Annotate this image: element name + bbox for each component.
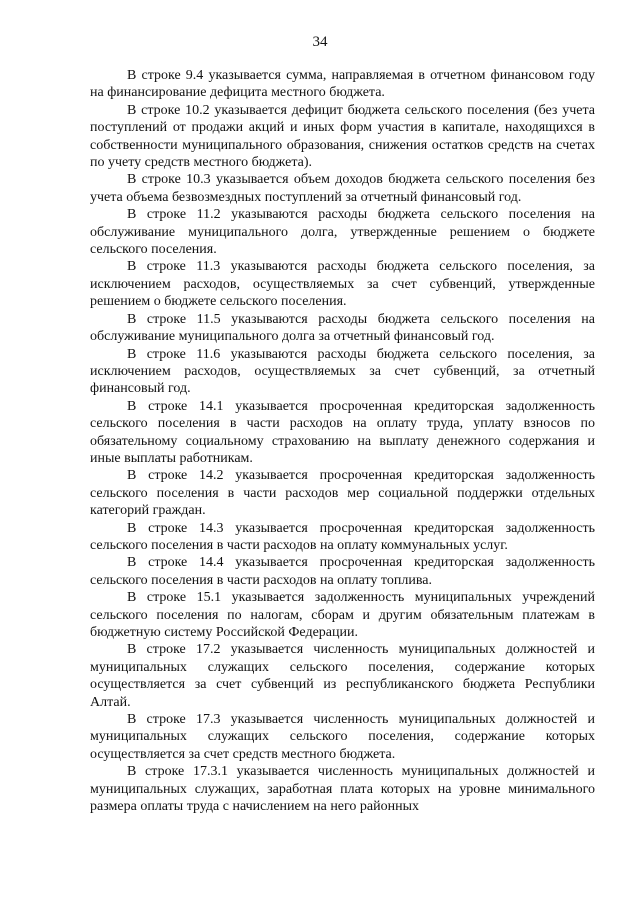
paragraph-line-11-2: В строке 11.2 указываются расходы бюджета сельского поселения на обслуживание муниципального долга, утвержденные решением о бюджете сельского поселения. [90, 207, 595, 258]
paragraph-line-14-3: В строке 14.3 указывается просроченная кредиторская задолженность сельского поселения в части расходов на оплату коммунальных услуг. [90, 520, 595, 553]
paragraph-line-10-2: В строке 10.2 указывается дефицит бюджета сельского поселения (без учета поступлений от продажи акций и иных форм участия в капитале, находящихся в собственности муниципального образования, снижения остатков средств на счетах по учету средств местного бюджета). [90, 102, 595, 171]
page-number: 34 [312, 34, 328, 50]
paragraph-line-17-3-1: В строке 17.3.1 указывается численность муниципальных должностей и муниципальных служащих, заработная плата которых на уровне минимального размера оплаты труда с начислением на него районных [90, 764, 595, 815]
paragraph-line-14-2: В строке 14.2 указывается просроченная кредиторская задолженность сельского поселения в части расходов мер социальной поддержки отдельных категорий граждан. [90, 468, 595, 519]
paragraph-line-11-6: В строке 11.6 указываются расходы бюджета сельского поселения, за исключением расходов, осуществляемых за счет субвенций, за отчетный финансовый год. [90, 346, 595, 397]
paragraph-line-15-1: В строке 15.1 указывается задолженность муниципальных учреждений сельского поселения по налогам, сборам и другим обязательным платежам в бюджетную систему Российской Федерации. [90, 590, 595, 640]
paragraph-line-11-5: В строке 11.5 указываются расходы бюджета сельского поселения на обслуживание муниципального долга за отчетный финансовый год. [90, 311, 595, 345]
paragraph-line-11-3: В строке 11.3 указываются расходы бюджета сельского поселения, за исключением расходов, осуществляемых за счет субвенций, утвержденные решением о бюджете сельского поселения. [90, 259, 595, 310]
paragraph-line-17-3: В строке 17.3 указывается численность муниципальных должностей и муниципальных служащих сельского поселения, содержание которых осуществляется за счет средств местного бюджета. [90, 712, 595, 762]
document-body [90, 67, 595, 815]
paragraph-line-17-2: В строке 17.2 указывается численность муниципальных должностей и муниципальных служащих сельского поселения, содержание которых осуществляется за счет субвенций из республиканского бюджета Республики Алтай. [90, 642, 595, 710]
paragraph-line-9-4: В строке 9.4 указывается сумма, направляемая в отчетном финансовом году на финансирование дефицита местного бюджета. [90, 68, 595, 101]
paragraph-line-10-3: В строке 10.3 указывается объем доходов бюджета сельского поселения без учета объема безвозмездных поступлений за отчетный финансовый год. [90, 172, 595, 205]
paragraph-line-14-1: В строке 14.1 указывается просроченная кредиторская задолженность сельского поселения в части расходов на оплату труда, уплату взносов по обязательному социальному страхованию на выплату денежного содержания и иные выплаты работникам. [90, 398, 595, 466]
paragraph-line-14-4: В строке 14.4 указывается просроченная кредиторская задолженность сельского поселения в части расходов на оплату топлива. [90, 555, 595, 588]
